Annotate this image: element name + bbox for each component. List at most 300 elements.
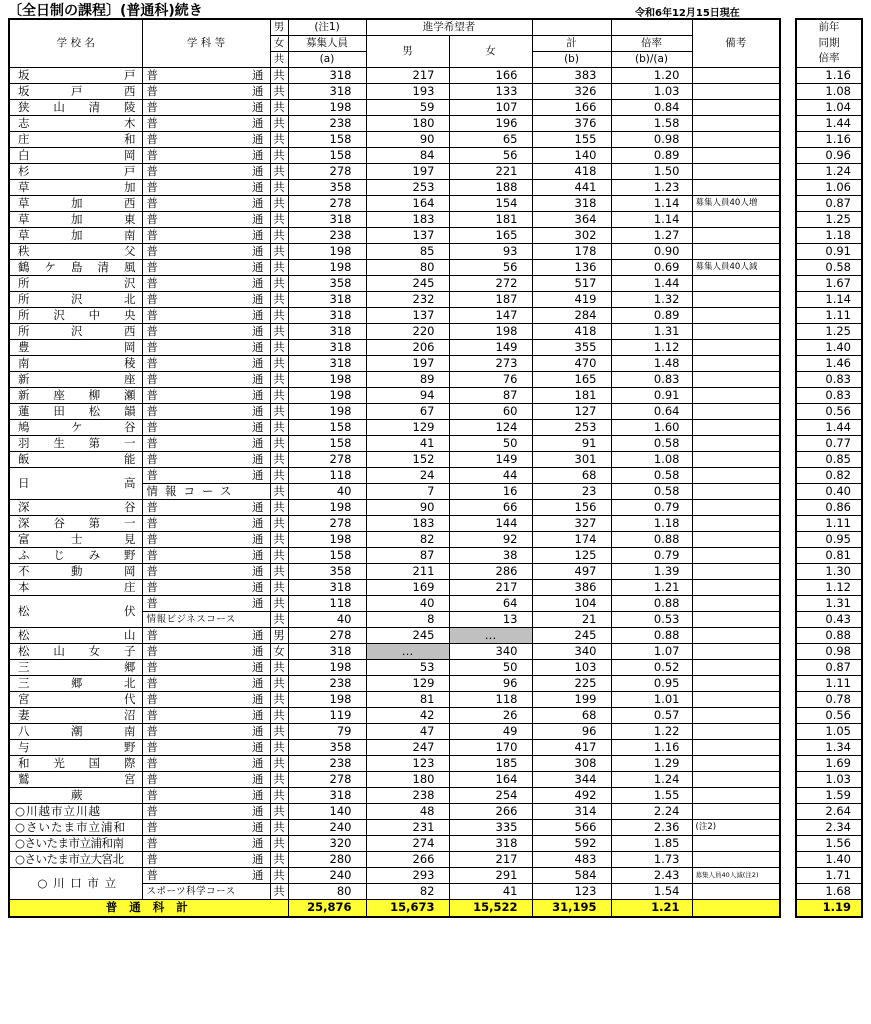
header-female: 女 <box>449 35 532 67</box>
quota: 238 <box>288 755 366 771</box>
prev-ratio: 1.69 <box>796 755 862 771</box>
dept-name <box>142 243 270 259</box>
remarks <box>692 339 780 355</box>
school-name <box>9 499 142 515</box>
school-name-text: 狭 山 清 陵 <box>18 99 136 114</box>
hope-total: 68 <box>532 467 611 483</box>
table-row <box>9 371 780 387</box>
school-name-text: 坂 戸 西 <box>18 83 136 98</box>
gender: 共 <box>270 115 288 131</box>
school-name-text: 草 加 <box>18 179 136 194</box>
remarks <box>692 531 780 547</box>
school-name <box>9 275 142 291</box>
quota: 238 <box>288 115 366 131</box>
school-name-text: 宮 代 <box>18 691 136 706</box>
prev-ratio: 1.16 <box>796 131 862 147</box>
remarks <box>692 211 780 227</box>
prev-ratio: 1.18 <box>796 227 862 243</box>
school-name <box>9 451 142 467</box>
hope-male: 129 <box>366 419 449 435</box>
ratio: 0.95 <box>611 675 692 691</box>
prev-row <box>796 67 862 83</box>
enrollment-table <box>8 18 781 918</box>
prev-ratio: 0.43 <box>796 611 862 627</box>
dept-text: 普 通 <box>146 259 264 274</box>
ratio: 1.31 <box>611 323 692 339</box>
school-name-text: 深 谷 第 一 <box>18 515 136 530</box>
gender: 共 <box>270 275 288 291</box>
ratio: 1.58 <box>611 115 692 131</box>
prev-row <box>796 867 862 883</box>
school-name <box>9 755 142 771</box>
quota: 198 <box>288 403 366 419</box>
gender: 共 <box>270 723 288 739</box>
school-name-text: 松 山 女 子 <box>18 643 136 658</box>
remarks <box>692 163 780 179</box>
ratio: 1.55 <box>611 787 692 803</box>
table-row <box>9 739 780 755</box>
table-row <box>9 755 780 771</box>
hope-male: 197 <box>366 163 449 179</box>
hope-total: 383 <box>532 67 611 83</box>
hope-female: 60 <box>449 403 532 419</box>
hope-female: 185 <box>449 755 532 771</box>
school-name <box>9 195 142 211</box>
table-row <box>9 291 780 307</box>
gender: 共 <box>270 195 288 211</box>
hope-total: 174 <box>532 531 611 547</box>
table-row <box>9 259 780 275</box>
prev-ratio: 0.98 <box>796 643 862 659</box>
prev-row <box>796 707 862 723</box>
dept-text: 普 通 <box>146 563 264 578</box>
ratio: 0.57 <box>611 707 692 723</box>
hope-female: 65 <box>449 131 532 147</box>
gender: 共 <box>270 291 288 307</box>
hope-male: 80 <box>366 259 449 275</box>
hope-total: 344 <box>532 771 611 787</box>
hope-female: 87 <box>449 387 532 403</box>
dept-name <box>142 67 270 83</box>
school-name <box>9 867 142 899</box>
hope-female: 49 <box>449 723 532 739</box>
quota: 238 <box>288 227 366 243</box>
hope-female: 335 <box>449 819 532 835</box>
remarks <box>692 835 780 851</box>
hope-male: 206 <box>366 339 449 355</box>
quota: 318 <box>288 579 366 595</box>
hope-female: 164 <box>449 771 532 787</box>
prev-ratio: 1.04 <box>796 99 862 115</box>
ratio: 1.14 <box>611 195 692 211</box>
prev-row <box>796 819 862 835</box>
dept-name <box>142 435 270 451</box>
quota: 318 <box>288 355 366 371</box>
prev-row <box>796 771 862 787</box>
prev-ratio: 0.82 <box>796 467 862 483</box>
dept-name <box>142 83 270 99</box>
quota: 119 <box>288 707 366 723</box>
remarks <box>692 851 780 867</box>
school-name-text: 草 加 東 <box>18 211 136 226</box>
dept-text: 普 通 <box>146 371 264 386</box>
dept-text: 普 通 <box>146 867 264 882</box>
dept-text: 普 通 <box>146 803 264 818</box>
quota: 318 <box>288 307 366 323</box>
ratio: 2.43 <box>611 867 692 883</box>
prev-row <box>796 355 862 371</box>
dept-name <box>142 483 270 499</box>
hope-male: 137 <box>366 227 449 243</box>
prev-ratio: 1.08 <box>796 83 862 99</box>
hope-male: 90 <box>366 499 449 515</box>
dept-text: 普 通 <box>146 291 264 306</box>
dept-name <box>142 787 270 803</box>
hope-female: 64 <box>449 595 532 611</box>
dept-name <box>142 851 270 867</box>
school-name-text: ○川越市立川越 <box>15 803 102 818</box>
remarks <box>692 115 780 131</box>
hope-male: 232 <box>366 291 449 307</box>
quota: 318 <box>288 83 366 99</box>
gender: 共 <box>270 835 288 851</box>
prev-ratio: 1.11 <box>796 307 862 323</box>
hope-male: 94 <box>366 387 449 403</box>
page-title: 〔全日制の課程〕(普通科)続き <box>8 3 203 19</box>
hope-total: 104 <box>532 595 611 611</box>
hope-total: 178 <box>532 243 611 259</box>
dept-name <box>142 803 270 819</box>
hope-male: 82 <box>366 531 449 547</box>
table-row <box>9 419 780 435</box>
quota: 240 <box>288 867 366 883</box>
remarks <box>692 483 780 499</box>
prev-header-1: 前年 <box>796 19 862 35</box>
hope-male: 41 <box>366 435 449 451</box>
prev-ratio: 0.83 <box>796 387 862 403</box>
header-total-label: 計 <box>532 35 611 51</box>
prev-row <box>796 643 862 659</box>
prev-row <box>796 307 862 323</box>
hope-total: 441 <box>532 179 611 195</box>
ratio: 0.90 <box>611 243 692 259</box>
hope-male: 137 <box>366 307 449 323</box>
remarks <box>692 387 780 403</box>
prev-row <box>796 227 862 243</box>
prev-ratio: 0.86 <box>796 499 862 515</box>
school-name-text: 八 潮 南 <box>18 723 136 738</box>
hope-male: 211 <box>366 563 449 579</box>
hope-male: 183 <box>366 211 449 227</box>
hope-female: 133 <box>449 83 532 99</box>
school-name <box>9 467 142 499</box>
header-gender-1: 男 <box>270 19 288 35</box>
gender: 共 <box>270 547 288 563</box>
gender: 共 <box>270 611 288 627</box>
hope-female: 318 <box>449 835 532 851</box>
table-row <box>9 579 780 595</box>
dept-name <box>142 531 270 547</box>
hope-female: 107 <box>449 99 532 115</box>
prev-row <box>796 739 862 755</box>
hope-female: 149 <box>449 451 532 467</box>
remarks <box>692 547 780 563</box>
dept-name <box>142 595 270 611</box>
school-name <box>9 707 142 723</box>
header-note1: (注1) <box>288 19 366 35</box>
ratio: 0.89 <box>611 147 692 163</box>
quota: 40 <box>288 611 366 627</box>
quota: 278 <box>288 771 366 787</box>
school-name-text: ○さいたま市立浦和南 <box>15 835 124 850</box>
quota: 318 <box>288 339 366 355</box>
hope-total: 166 <box>532 99 611 115</box>
remarks <box>692 611 780 627</box>
hope-female: 198 <box>449 323 532 339</box>
prev-row <box>796 131 862 147</box>
prev-row <box>796 211 862 227</box>
quota: 158 <box>288 435 366 451</box>
hope-total: 340 <box>532 643 611 659</box>
prev-ratio: 1.30 <box>796 563 862 579</box>
dept-name <box>142 675 270 691</box>
hope-female: 147 <box>449 307 532 323</box>
gender: 共 <box>270 163 288 179</box>
hope-female: 118 <box>449 691 532 707</box>
hope-male: … <box>366 643 449 659</box>
remarks <box>692 883 780 899</box>
dept-name <box>142 419 270 435</box>
prev-ratio: 1.71 <box>796 867 862 883</box>
gender: 共 <box>270 451 288 467</box>
ratio: 0.58 <box>611 483 692 499</box>
remarks <box>692 579 780 595</box>
quota: 278 <box>288 515 366 531</box>
ratio: 0.52 <box>611 659 692 675</box>
school-name-text: 所 沢 北 <box>18 291 136 306</box>
hope-male: 247 <box>366 739 449 755</box>
hope-male: 90 <box>366 131 449 147</box>
school-name-text: ふ じ み 野 <box>18 547 136 562</box>
prev-row <box>796 323 862 339</box>
school-name <box>9 579 142 595</box>
dept-name <box>142 195 270 211</box>
ratio: 0.58 <box>611 467 692 483</box>
prev-ratio: 1.40 <box>796 339 862 355</box>
hope-total: 136 <box>532 259 611 275</box>
hope-total: 284 <box>532 307 611 323</box>
school-name <box>9 403 142 419</box>
hope-male: 245 <box>366 627 449 643</box>
remarks <box>692 755 780 771</box>
school-name-text: 不 動 岡 <box>18 563 136 578</box>
prev-ratio: 0.87 <box>796 195 862 211</box>
quota: 158 <box>288 419 366 435</box>
hope-female: 50 <box>449 435 532 451</box>
hope-female: 154 <box>449 195 532 211</box>
remarks <box>692 435 780 451</box>
dept-name <box>142 611 270 627</box>
dept-text: 普 通 <box>146 451 264 466</box>
remarks: 募集人員40人増 <box>692 195 780 211</box>
prev-ratio: 0.85 <box>796 451 862 467</box>
prev-row <box>796 531 862 547</box>
ratio: 0.58 <box>611 435 692 451</box>
header-gender-3: 共 <box>270 51 288 67</box>
table-row <box>9 403 780 419</box>
prev-ratio: 0.81 <box>796 547 862 563</box>
ratio: 1.08 <box>611 451 692 467</box>
hope-male: 129 <box>366 675 449 691</box>
prev-row <box>796 243 862 259</box>
prev-row <box>796 179 862 195</box>
school-name <box>9 307 142 323</box>
table-row <box>9 531 780 547</box>
school-name-text: 蕨 <box>71 787 83 802</box>
school-name-text: 鳩 ケ 谷 <box>18 419 136 434</box>
dept-text: 普 通 <box>146 755 264 770</box>
prev-row <box>796 499 862 515</box>
hope-male: 266 <box>366 851 449 867</box>
table-row <box>9 787 780 803</box>
prev-ratio: 0.40 <box>796 483 862 499</box>
quota: 278 <box>288 163 366 179</box>
ratio: 1.22 <box>611 723 692 739</box>
table-row <box>9 691 780 707</box>
ratio: 1.85 <box>611 835 692 851</box>
quota: 79 <box>288 723 366 739</box>
hope-female: 66 <box>449 499 532 515</box>
table-row <box>9 835 780 851</box>
dept-name <box>142 163 270 179</box>
dept-name <box>142 275 270 291</box>
prev-row <box>796 83 862 99</box>
table-row <box>9 83 780 99</box>
hope-total: 470 <box>532 355 611 371</box>
hope-total: 91 <box>532 435 611 451</box>
dept-text: 普 通 <box>146 707 264 722</box>
ratio: 0.69 <box>611 259 692 275</box>
dept-name <box>142 883 270 899</box>
hope-female: 144 <box>449 515 532 531</box>
remarks <box>692 355 780 371</box>
school-name-text: 草 加 南 <box>18 227 136 242</box>
hope-female: 166 <box>449 67 532 83</box>
remarks <box>692 83 780 99</box>
prev-row <box>796 723 862 739</box>
prev-ratio: 1.16 <box>796 67 862 83</box>
table-row <box>9 211 780 227</box>
gender: 共 <box>270 659 288 675</box>
dept-text: 普 通 <box>146 467 264 482</box>
hope-female: 149 <box>449 339 532 355</box>
header-dept: 学 科 等 <box>142 19 270 67</box>
table-row <box>9 355 780 371</box>
prev-row <box>796 851 862 867</box>
quota: 280 <box>288 851 366 867</box>
ratio: 2.36 <box>611 819 692 835</box>
prev-ratio: 1.68 <box>796 883 862 899</box>
school-name <box>9 595 142 627</box>
hope-male: 164 <box>366 195 449 211</box>
gender: 共 <box>270 227 288 243</box>
hope-male: 169 <box>366 579 449 595</box>
dept-text: 普 通 <box>146 819 264 834</box>
dept-name <box>142 499 270 515</box>
prev-ratio-table <box>795 18 863 918</box>
gender: 共 <box>270 339 288 355</box>
dept-text: 普 通 <box>146 435 264 450</box>
prev-row <box>796 467 862 483</box>
table-row <box>9 723 780 739</box>
hope-male: 85 <box>366 243 449 259</box>
gender: 男 <box>270 627 288 643</box>
hope-total: 302 <box>532 227 611 243</box>
total-ratio: 1.21 <box>611 899 692 917</box>
school-name <box>9 371 142 387</box>
remarks <box>692 371 780 387</box>
remarks <box>692 787 780 803</box>
hope-male: 53 <box>366 659 449 675</box>
hope-male: 89 <box>366 371 449 387</box>
hope-female: 217 <box>449 851 532 867</box>
total-sum: 31,195 <box>532 899 611 917</box>
ratio: 1.32 <box>611 291 692 307</box>
dept-text: 普 通 <box>146 579 264 594</box>
prev-ratio: 1.25 <box>796 211 862 227</box>
school-name <box>9 515 142 531</box>
dept-text: 普 通 <box>146 851 264 866</box>
prev-header-2: 同期 <box>796 35 862 51</box>
table-row <box>9 547 780 563</box>
prev-row <box>796 259 862 275</box>
prev-row <box>796 787 862 803</box>
gender: 共 <box>270 691 288 707</box>
hope-male: 42 <box>366 707 449 723</box>
school-name-text: 坂 戸 <box>18 67 136 82</box>
dept-text: 普 通 <box>146 643 264 658</box>
dept-text: 普 通 <box>146 691 264 706</box>
dept-name <box>142 259 270 275</box>
dept-name <box>142 355 270 371</box>
prev-ratio: 1.46 <box>796 355 862 371</box>
hope-female: 181 <box>449 211 532 227</box>
remarks: (注2) <box>692 819 780 835</box>
prev-ratio: 1.34 <box>796 739 862 755</box>
quota: 198 <box>288 499 366 515</box>
school-name <box>9 179 142 195</box>
gender: 共 <box>270 387 288 403</box>
dept-name <box>142 291 270 307</box>
dept-name <box>142 707 270 723</box>
remarks <box>692 307 780 323</box>
school-name-text: 和 光 国 際 <box>18 755 136 770</box>
school-name <box>9 435 142 451</box>
hope-female: 291 <box>449 867 532 883</box>
prev-ratio: 0.56 <box>796 707 862 723</box>
ratio: 0.79 <box>611 499 692 515</box>
school-name <box>9 675 142 691</box>
remarks <box>692 419 780 435</box>
hope-female: 221 <box>449 163 532 179</box>
quota: 198 <box>288 99 366 115</box>
gender: 共 <box>270 323 288 339</box>
ratio: 1.27 <box>611 227 692 243</box>
hope-female: 286 <box>449 563 532 579</box>
gender: 共 <box>270 819 288 835</box>
quota: 198 <box>288 691 366 707</box>
prev-ratio: 0.83 <box>796 371 862 387</box>
